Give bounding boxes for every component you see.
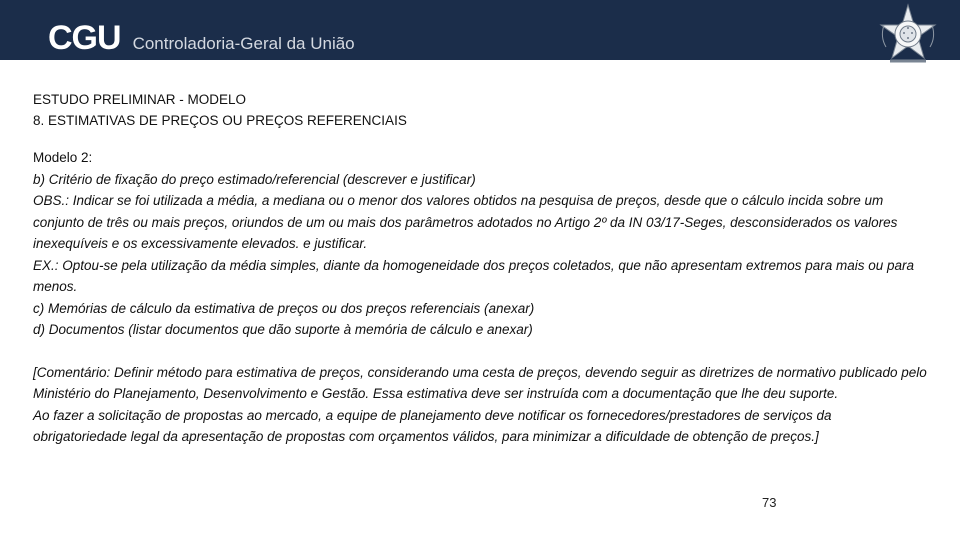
logo-text: Controladoria-Geral da União [132,34,355,53]
title-line-2: 8. ESTIMATIVAS DE PREÇOS OU PREÇOS REFERENCIAIS [33,113,407,128]
model-label: Modelo 2: [33,150,93,165]
document-body [33,147,928,448]
header-bar [0,0,960,60]
cgu-logo [48,19,355,57]
comment-paragraph-1: [Comentário: Definir método para estimativa de preços, considerando uma cesta de preços, devendo seguir as diretrizes de normativo publicado pelo Ministério do Planejamento, Desenvolvimento e Gestão. Essa estimativa deve ser instruída com a documentação que lhe deu suporte. [33,364,927,401]
comment-paragraph-2: Ao fazer a solicitação de propostas ao mercado, a equipe de planejamento deve notificar os fornecedores/prestadores de serviços da obrigatoriedade legal da apresentação de propostas com orçamentos válidos, para minimizar a dificuldade de obtenção de preços.] [33,407,832,444]
item-c: c) Memórias de cálculo da estimativa de preços ou dos preços referenciais (anexar) [33,300,535,316]
page-number: 73 [762,495,777,510]
item-b: b) Critério de fixação do preço estimado/referencial (descrever e justificar) [33,171,476,187]
example-paragraph: EX.: Optou-se pela utilização da média simples, diante da homogeneidade dos preços coletados, que não apresentam extremos para mais ou para menos. [33,257,915,294]
obs-paragraph: OBS.: Indicar se foi utilizada a média, a mediana ou o menor dos valores obtidos na pesquisa de preços, desde que o cálculo incida sobre um conjunto de três ou mais preços, oriundos de um ou mais dos parâmetros adotados no Artigo 2º da IN 03/17-Seges, desconsiderados os valores inexequíveis e os excessivamente elevados. e justificar. [33,193,898,251]
logo-mark: CGU [48,19,121,57]
document-title [33,89,407,131]
title-line-1: ESTUDO PRELIMINAR - MODELO [33,92,247,107]
item-d: d) Documentos (listar documentos que dão suporte à memória de cálculo e anexar) [33,322,533,337]
brazil-coat-of-arms-icon [872,3,944,75]
